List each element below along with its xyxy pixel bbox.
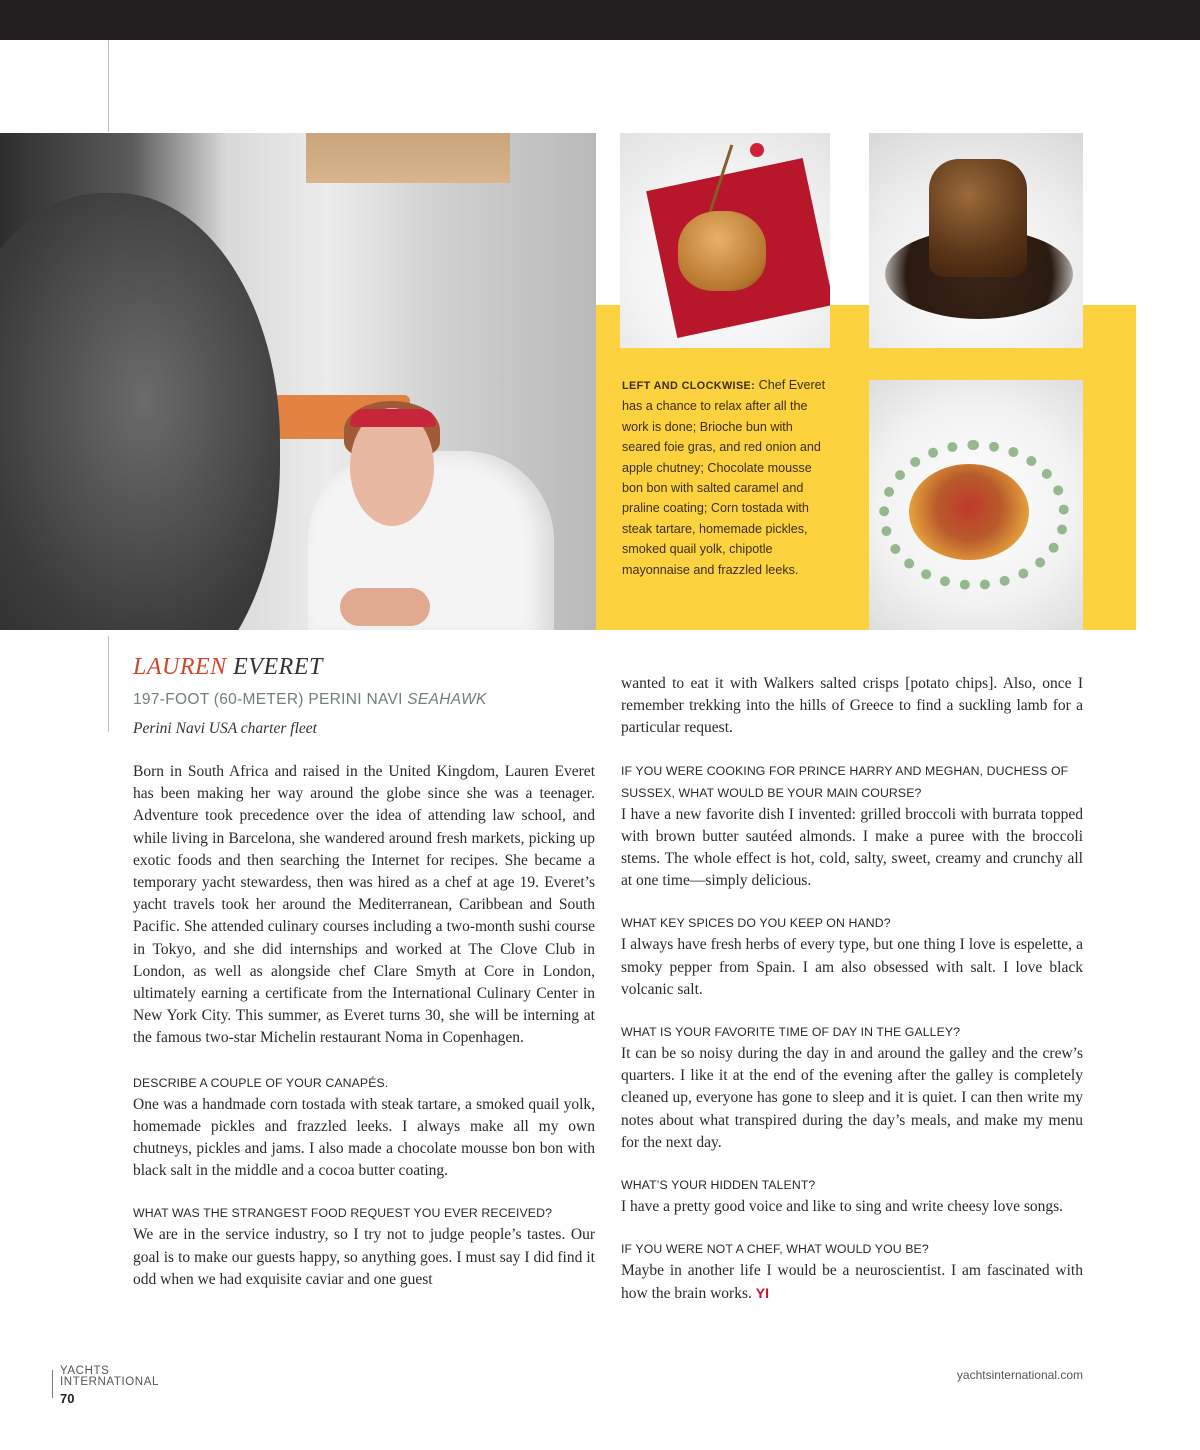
brioche-bun — [678, 211, 766, 291]
skewer-tip — [750, 143, 764, 157]
question-strangest-request: WHAT WAS THE STRANGEST FOOD REQUEST YOU EVER RECEIVED? — [133, 1206, 553, 1221]
right-column — [621, 673, 1083, 1326]
question-hidden-talent: WHAT’S YOUR HIDDEN TALENT? — [621, 1178, 816, 1193]
answer-not-a-chef — [621, 1260, 1083, 1305]
question-main-course: IF YOU WERE COOKING FOR PRINCE HARRY AND MEGHAN, DUCHESS OF SUSSEX, WHAT WOULD BE YOUR MAIN COURSE? — [621, 763, 1069, 800]
answer-galley-time: It can be so noisy during the day in and around the galley and the crew’s quarters. I like it at the end of the evening after the galley is completely cleaned up, everyone has gone to sleep and it is quiet. I can then write my notes about what transpired during the day’s meals, and make my menu for the next day. — [621, 1045, 1083, 1151]
charter-fleet: Perini Navi USA charter fleet — [133, 720, 317, 737]
chef-name — [133, 654, 323, 681]
footer-brand-line1: YACHTS — [60, 1365, 110, 1377]
chef-headband — [350, 409, 436, 427]
page-number: 70 — [60, 1391, 75, 1406]
chef-photo — [0, 133, 596, 630]
left-column — [133, 761, 595, 1311]
top-bar — [0, 0, 1200, 40]
foreground-blur — [0, 193, 280, 630]
answer-continuation: wanted to eat it with Walkers salted crisps [potato chips]. Also, once I remember trekking into the hills of Greece to find a suckling lamb for a particular request. — [621, 675, 1083, 737]
headline-vertical-rule — [108, 636, 109, 732]
bonbon-photo — [869, 133, 1083, 348]
chocolate-bonbon — [929, 159, 1027, 277]
yacht-length: 197-FOOT (60-METER) PERINI NAVI — [133, 691, 408, 708]
chef-first-name: LAUREN — [133, 654, 227, 680]
intro-paragraph: Born in South Africa and raised in the United Kingdom, Lauren Everet has been making her way around the globe since she was a teenager. Adventure took precedence over the idea of attending law school, and while living in Barcelona, she wandered around fresh markets, picking up exotic foods and then searching the Internet for recipes. She became a temporary yacht stewardess, then was hired as a chef at age 19. Everet’s yacht travels took her around the Mediterranean, Caribbean and South Pacific. She attended culinary courses including a two-month sushi course in Tokyo, and she did internships and worked at The Clove Club in London, as well as alongside chef Clare Smyth at Core in London, ultimately earning a certificate from the International Culinary Center in New York City. This summer, as Everet turns 30, she will be interning at the famous two-star Michelin restaurant Noma in Copenhagen. — [133, 763, 595, 1047]
answer-strangest-request: We are in the service industry, so I try not to judge people’s tastes. Our goal is to make our guests happy, so anything goes. I must say I did find it odd when we had exquisite caviar and one guest — [133, 1226, 595, 1288]
website-link[interactable]: yachtsinternational.com — [956, 1368, 1083, 1382]
chef-hands — [340, 588, 430, 626]
question-canapes: DESCRIBE A COUPLE OF YOUR CANAPÉS. — [133, 1075, 389, 1090]
caption-lead: LEFT AND CLOCKWISE: — [622, 380, 756, 392]
corn-tostada — [909, 464, 1029, 560]
answer-not-a-chef-text: Maybe in another life I would be a neuroscientist. I am fascinated with how the brain works. — [621, 1262, 1083, 1303]
footer-brand — [60, 1366, 159, 1388]
yacht-name: SEAHAWK — [407, 691, 487, 708]
tostada-photo — [869, 380, 1083, 630]
question-not-a-chef: IF YOU WERE NOT A CHEF, WHAT WOULD YOU BE? — [621, 1242, 929, 1257]
answer-hidden-talent: I have a pretty good voice and like to sing and write cheesy love songs. — [621, 1198, 1064, 1216]
photo-caption — [622, 375, 834, 580]
photo-window-detail — [306, 133, 510, 183]
footer-brand-line2: INTERNATIONAL — [60, 1376, 159, 1388]
question-galley-time: WHAT IS YOUR FAVORITE TIME OF DAY IN THE GALLEY? — [621, 1025, 961, 1040]
answer-canapes: One was a handmade corn tostada with steak tartare, a smoked quail yolk, homemade pickles and frazzled leeks. I always make all my own chutneys, pickles and jams. I also made a chocolate mousse bon bon with black salt in the middle and a cocoa butter coating. — [133, 1095, 595, 1180]
chef-last-name: EVERET — [233, 654, 323, 680]
question-spices: WHAT KEY SPICES DO YOU KEEP ON HAND? — [621, 916, 891, 931]
footer-rule — [52, 1370, 53, 1398]
brioche-photo — [620, 133, 830, 348]
end-mark-logo: YI — [755, 1285, 769, 1302]
yacht-subhead — [133, 691, 487, 709]
answer-main-course: I have a new favorite dish I invented: grilled broccoli with burrata topped with brown butter sautéed almonds. I make a puree with the broccoli stems. The whole effect is hot, cold, salty, sweet, creamy and crunchy all at one time—simply delicious. — [621, 805, 1083, 890]
caption-text: Chef Everet has a chance to relax after all the work is done; Brioche bun with seared foie gras, and red onion and apple chutney; Chocolate mousse bon bon with salted caramel and praline coating; Corn tostada with steak tartare, homemade pickles, smoked quail yolk, chipotle mayonnaise and frazzled leeks. — [622, 378, 826, 577]
top-vertical-rule — [108, 40, 109, 132]
answer-spices: I always have fresh herbs of every type, but one thing I love is espelette, a smoky pepper from Spain. I am also obsessed with salt. I love black volcanic salt. — [621, 936, 1083, 998]
